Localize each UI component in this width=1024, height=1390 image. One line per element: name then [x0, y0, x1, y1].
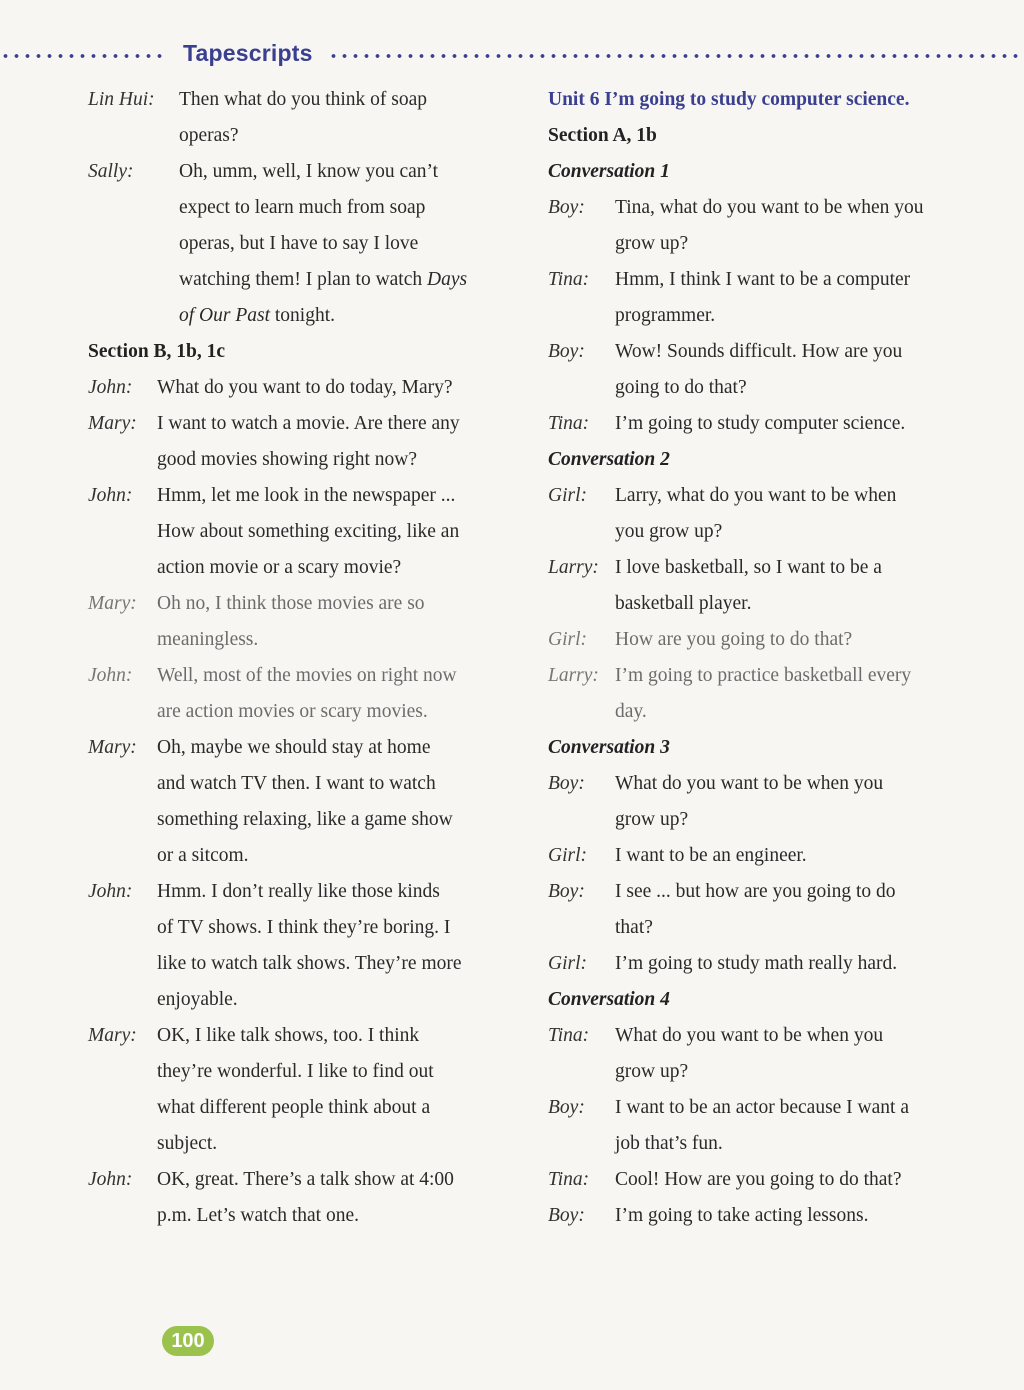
dialogue-text: How are you going to do that? — [615, 629, 853, 650]
dialogue-text: grow up? — [615, 1061, 689, 1082]
dialogue-text: Oh no, I think those movies are so — [157, 593, 425, 614]
conversation-heading: Conversation 1 — [548, 161, 670, 182]
dialogue-line — [548, 694, 988, 730]
dialogue-line — [548, 190, 988, 226]
speaker-label: Tina: — [548, 413, 590, 434]
dialogue-text: or a sitcom. — [157, 845, 249, 866]
dialogue-text: operas? — [179, 125, 239, 146]
dialogue-line — [548, 910, 988, 946]
left-column — [88, 82, 518, 1234]
dialogue-text: they’re wonderful. I like to find out — [157, 1061, 434, 1082]
dialogue-line — [548, 946, 988, 982]
right-column — [548, 82, 988, 1234]
dialogue-line — [548, 838, 988, 874]
dialogue-line — [548, 406, 988, 442]
dialogue-line — [88, 982, 518, 1018]
speaker-label: Boy: — [548, 1097, 585, 1118]
speaker-label: Boy: — [548, 341, 585, 362]
dialogue-text — [179, 298, 335, 334]
dialogue-line — [88, 910, 518, 946]
dialogue-text: p.m. Let’s watch that one. — [157, 1205, 359, 1226]
dialogue-line — [88, 1198, 518, 1234]
dialogue-text: good movies showing right now? — [157, 449, 417, 470]
speaker-label: Girl: — [548, 485, 587, 506]
dialogue-line — [548, 1162, 988, 1198]
dialogue-line — [88, 190, 518, 226]
dialogue-text: enjoyable. — [157, 989, 238, 1010]
dialogue-text: like to watch talk shows. They’re more — [157, 953, 462, 974]
dialogue-text: What do you want to be when you — [615, 773, 884, 794]
dialogue-line — [88, 370, 518, 406]
speaker-label: Boy: — [548, 1205, 585, 1226]
dialogue-line — [88, 586, 518, 622]
dialogue-line — [548, 334, 988, 370]
dialogue-line — [548, 1126, 988, 1162]
dialogue-text: Cool! How are you going to do that? — [615, 1169, 902, 1190]
dialogue-text: I want to be an engineer. — [615, 845, 807, 866]
dialogue-line — [548, 586, 988, 622]
dialogue-line — [88, 154, 518, 190]
dialogue-text: something relaxing, like a game show — [157, 809, 453, 830]
dialogue-text: I’m going to take acting lessons. — [615, 1205, 869, 1226]
dialogue-text: expect to learn much from soap — [179, 197, 426, 218]
speaker-label: John: — [88, 881, 133, 902]
dialogue-text: I see ... but how are you going to do — [615, 881, 896, 902]
dialogue-line — [88, 226, 518, 262]
speaker-label: Mary: — [88, 413, 137, 434]
dialogue-text: are action movies or scary movies. — [157, 701, 428, 722]
speaker-label: John: — [88, 377, 133, 398]
dialogue-line — [88, 838, 518, 874]
dialogue-text: What do you want to do today, Mary? — [157, 377, 453, 398]
dialogue-line — [88, 118, 518, 154]
dialogue-text: Well, most of the movies on right now — [157, 665, 457, 686]
dotted-rule-left — [0, 53, 168, 59]
show-title-part: Days — [427, 269, 468, 290]
dialogue-line — [88, 550, 518, 586]
dialogue-text: subject. — [157, 1133, 218, 1154]
dialogue-line — [88, 298, 518, 334]
dialogue-line — [88, 1054, 518, 1090]
dialogue-text: Hmm, I think I want to be a computer — [615, 269, 911, 290]
speaker-label: Lin Hui: — [88, 89, 155, 110]
dialogue-line — [548, 658, 988, 694]
speaker-label: Sally: — [88, 161, 134, 182]
dialogue-line — [88, 1090, 518, 1126]
dialogue-text-part: tonight. — [270, 305, 336, 326]
dialogue-line — [548, 298, 988, 334]
speaker-label: Girl: — [548, 953, 587, 974]
dialogue-line — [88, 478, 518, 514]
dialogue-text: Larry, what do you want to be when — [615, 485, 897, 506]
dialogue-text: meaningless. — [157, 629, 259, 650]
dialogue-text: How about something exciting, like an — [157, 521, 460, 542]
dialogue-line — [548, 1090, 988, 1126]
dialogue-text: you grow up? — [615, 521, 723, 542]
dialogue-line — [548, 478, 988, 514]
section-heading: Section A, 1b — [548, 125, 657, 146]
dialogue-line — [88, 1162, 518, 1198]
dialogue-text: I want to watch a movie. Are there any — [157, 413, 460, 434]
dialogue-line — [548, 1198, 988, 1234]
unit-title: Unit 6 I’m going to study computer science. — [548, 89, 910, 110]
dialogue-text: Oh, maybe we should stay at home — [157, 737, 431, 758]
speaker-label: Tina: — [548, 1169, 590, 1190]
dialogue-line — [88, 406, 518, 442]
dialogue-text: Then what do you think of soap — [179, 89, 428, 110]
speaker-label: Boy: — [548, 773, 585, 794]
dialogue-line — [88, 1126, 518, 1162]
dialogue-text: going to do that? — [615, 377, 747, 398]
speaker-label: John: — [88, 485, 133, 506]
dialogue-line — [88, 82, 518, 118]
dotted-rule-right — [328, 53, 1024, 59]
dialogue-text: of TV shows. I think they’re boring. I — [157, 917, 451, 938]
page-header — [0, 36, 1024, 76]
show-title-part: of Our Past — [179, 305, 271, 326]
speaker-label: Mary: — [88, 593, 137, 614]
dialogue-text: I love basketball, so I want to be a — [615, 557, 882, 578]
dialogue-line — [548, 262, 988, 298]
dialogue-text: day. — [615, 701, 647, 722]
dialogue-text: what different people think about a — [157, 1097, 431, 1118]
dialogue-line — [88, 262, 518, 298]
dialogue-line — [548, 1018, 988, 1054]
conversation-heading: Conversation 2 — [548, 449, 670, 470]
page-number-badge: 100 — [162, 1326, 214, 1356]
dialogue-text — [179, 262, 467, 298]
speaker-label: Girl: — [548, 629, 587, 650]
dialogue-line — [88, 694, 518, 730]
dialogue-text: OK, I like talk shows, too. I think — [157, 1025, 420, 1046]
dialogue-text: Tina, what do you want to be when you — [615, 197, 924, 218]
dialogue-line — [548, 874, 988, 910]
speaker-label: Mary: — [88, 737, 137, 758]
dialogue-line — [88, 622, 518, 658]
dialogue-text: I’m going to practice basketball every — [615, 665, 912, 686]
dialogue-text: Wow! Sounds difficult. How are you — [615, 341, 903, 362]
dialogue-text: operas, but I have to say I love — [179, 233, 419, 254]
dialogue-text: basketball player. — [615, 593, 752, 614]
conversation-heading: Conversation 4 — [548, 989, 670, 1010]
dialogue-text: Hmm, let me look in the newspaper ... — [157, 485, 456, 506]
speaker-label: Tina: — [548, 269, 590, 290]
section-title: Tapescripts — [183, 40, 313, 66]
speaker-label: Larry: — [548, 557, 599, 578]
dialogue-line — [548, 766, 988, 802]
dialogue-line — [548, 370, 988, 406]
dialogue-text: I’m going to study computer science. — [615, 413, 906, 434]
dialogue-text: job that’s fun. — [615, 1133, 723, 1154]
speaker-label: Mary: — [88, 1025, 137, 1046]
speaker-label: Larry: — [548, 665, 599, 686]
dialogue-text: that? — [615, 917, 653, 938]
speaker-label: John: — [88, 665, 133, 686]
dialogue-line — [88, 658, 518, 694]
dialogue-line — [88, 946, 518, 982]
dialogue-text: Oh, umm, well, I know you can’t — [179, 161, 439, 182]
dialogue-line — [88, 442, 518, 478]
dialogue-line — [88, 802, 518, 838]
dialogue-line — [88, 874, 518, 910]
speaker-label: Boy: — [548, 881, 585, 902]
dialogue-line — [88, 514, 518, 550]
dialogue-line — [88, 730, 518, 766]
dialogue-text: grow up? — [615, 809, 689, 830]
dialogue-text: programmer. — [615, 305, 716, 326]
dialogue-line — [548, 622, 988, 658]
speaker-label: Tina: — [548, 1025, 590, 1046]
speaker-label: Girl: — [548, 845, 587, 866]
dialogue-line — [548, 550, 988, 586]
dialogue-text: grow up? — [615, 233, 689, 254]
dialogue-text: and watch TV then. I want to watch — [157, 773, 436, 794]
dialogue-text: I want to be an actor because I want a — [615, 1097, 909, 1118]
dialogue-line — [88, 766, 518, 802]
conversation-heading: Conversation 3 — [548, 737, 670, 758]
dialogue-text: What do you want to be when you — [615, 1025, 884, 1046]
dialogue-text: Hmm. I don’t really like those kinds — [157, 881, 440, 902]
section-heading: Section B, 1b, 1c — [88, 341, 226, 362]
dialogue-line — [548, 514, 988, 550]
dialogue-line — [548, 1054, 988, 1090]
speaker-label: John: — [88, 1169, 133, 1190]
dialogue-text: OK, great. There’s a talk show at 4:00 — [157, 1169, 454, 1190]
dialogue-line — [88, 1018, 518, 1054]
dialogue-line — [548, 226, 988, 262]
dialogue-text: I’m going to study math really hard. — [615, 953, 898, 974]
dialogue-line — [548, 802, 988, 838]
dialogue-text-part: watching them! I plan to watch — [179, 269, 428, 290]
dialogue-text: action movie or a scary movie? — [157, 557, 402, 578]
speaker-label: Boy: — [548, 197, 585, 218]
